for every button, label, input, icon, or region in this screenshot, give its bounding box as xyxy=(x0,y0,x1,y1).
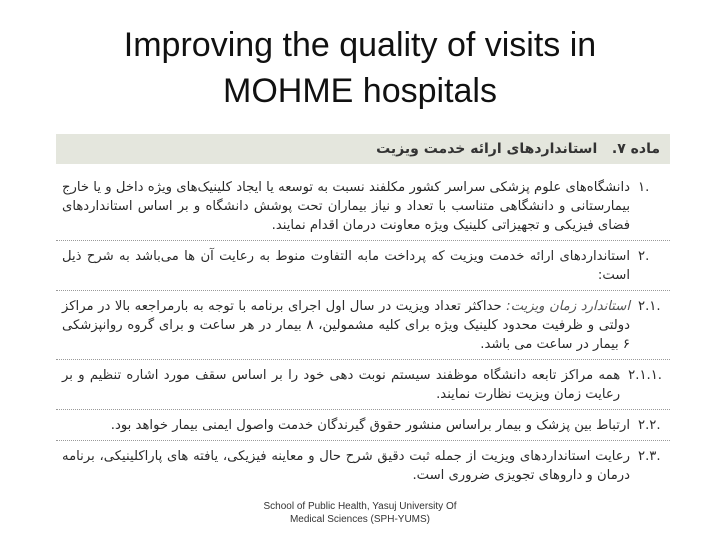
slide-title-line-2: MOHME hospitals xyxy=(223,72,497,110)
item-text: دانشگاه‌های علوم پزشکی سراسر کشور مکلفند نسبت به توسعه یا ایجاد کلینیک‌های ویژه داخل و یا خارج بیمارستانی و دانشگاهی متناسب با تعداد و نیاز بیماران تحت پوشش دانشگاه و بر اساس استانداردهای فضای فیزیکی و تجهیزاتی کلینیک ویژه معاونت درمان اقدام نمایند. xyxy=(62,180,630,233)
list-item xyxy=(56,366,670,404)
list-item xyxy=(56,178,670,235)
item-number: ۲.۱. xyxy=(638,299,661,314)
item-number: ۱. xyxy=(638,180,650,195)
item-text: حداکثر تعداد ویزیت در سال اول اجرای برنامه با توجه به بارمراجعه بالا در مراکز دولتی و ظرفیت محدود کلینیک ویژه برای کلیه مشمولین، ۸ بیمار در هر ساعت و برای گروه روانپزشکی ۶ بیمار در ساعت می باشد. xyxy=(62,299,630,352)
item-number: ۲.۲. xyxy=(638,418,661,433)
list-item xyxy=(56,297,670,354)
divider xyxy=(56,440,670,442)
document-image xyxy=(56,134,670,510)
item-text-container xyxy=(62,297,630,354)
list-item xyxy=(56,247,670,285)
divider xyxy=(56,290,670,292)
article-number: ماده ۷. xyxy=(611,141,660,157)
footer-line-2: Medical Sciences (SPH-YUMS) xyxy=(289,514,431,525)
slide-title-line-1: Improving the quality of visits in xyxy=(123,26,597,64)
divider xyxy=(56,359,670,361)
article-heading: استانداردهای ارائه خدمت ویزیت xyxy=(376,141,598,157)
item-text: ارتباط بین پزشک و بیمار براساس منشور حقوق گیرندگان خدمت واصول ایمنی بیمار خواهد بود. xyxy=(110,418,630,433)
divider xyxy=(56,240,670,242)
slide-title xyxy=(0,22,720,114)
item-number: ۲.۱.۱. xyxy=(628,368,662,383)
article-header xyxy=(56,134,670,164)
divider xyxy=(56,409,670,411)
list-item xyxy=(56,447,670,485)
slide-footer xyxy=(240,500,480,526)
item-text: استانداردهای ارائه خدمت ویزیت که پرداخت مابه التفاوت منوط به رعایت آن ها می‌باشد به شرح ذیل است: xyxy=(62,249,630,283)
item-text: همه مراکز تابعه دانشگاه موظفند سیستم نوبت دهی خود را بر اساس سقف مورد اشاره تنظیم و بر رعایت زمان ویزیت نظارت نمایند. xyxy=(62,368,621,402)
item-number: ۲.۳. xyxy=(638,449,661,464)
item-text: رعایت استانداردهای ویزیت از جمله ثبت دقیق شرح حال و معاینه فیزیکی، یافته های پاراکلینیکی، برنامه درمان و داروهای تجویزی ضروری است. xyxy=(62,449,630,483)
item-emphasis: استاندارد زمان ویزیت: xyxy=(506,299,631,314)
list-item xyxy=(56,416,670,435)
footer-line-1: School of Public Health, Yasuj University Of xyxy=(263,501,457,512)
item-number: ۲. xyxy=(638,249,650,264)
